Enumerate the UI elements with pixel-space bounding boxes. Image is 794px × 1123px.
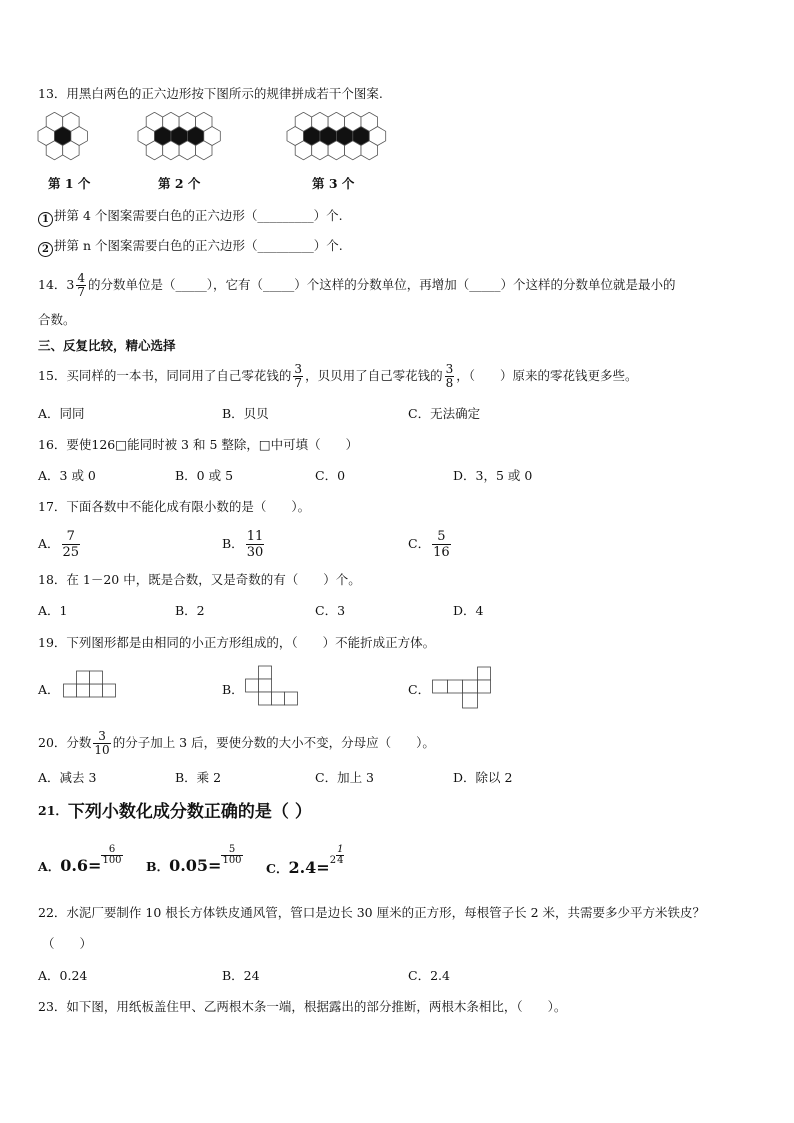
q21-text: 21．下列小数化成分数正确的是（ ）	[38, 802, 312, 822]
white-hexagon	[328, 141, 345, 160]
q22-text: 22．水泥厂要制作 10 根长方体铁皮通风管，管口是边长 30 厘米的正方形，每根管子长 2 米，共需要多少平方米铁皮？	[38, 905, 706, 920]
white-hexagon	[345, 141, 361, 160]
q14-fraction: $\frac{4}{7}$	[77, 271, 85, 299]
q13-sub1	[38, 208, 343, 227]
q14-line2: 合数。	[38, 312, 76, 327]
q13-sub2-text: 拼第 n 个图案需要白色的正六边形（_________）个.	[54, 238, 343, 253]
q22-option-a[interactable]: A．0.24	[38, 968, 88, 983]
q15-option-c[interactable]: C．无法确定	[408, 406, 481, 421]
pattern-label-3: 第 3 个	[312, 176, 355, 191]
q21-option-c[interactable]: C．2.4=$^2$ $\frac{1}{4}$	[266, 844, 344, 877]
section-3-heading: 三、反复比较，精心选择	[38, 338, 176, 353]
q16-option-b[interactable]: B．0 或 5	[175, 468, 234, 483]
q14-num: 14．	[38, 277, 67, 292]
q14-whole: 3	[66, 277, 75, 292]
q19-option-c-label[interactable]: C．	[408, 682, 431, 697]
q15-text: 15．买同样的一本书，同同用了自己零花钱的 $\frac{3}{7}$ ，贝贝用了自己零花钱的 $\frac{3}{8}$ ，（ ）原来的零花钱更多些。	[38, 362, 638, 390]
q20-option-d[interactable]: D．除以 2	[453, 770, 513, 785]
net-figure-c[interactable]	[432, 666, 494, 712]
white-hexagon	[146, 141, 163, 160]
q15-fraction-2: $\frac{3}{8}$	[445, 362, 454, 390]
q19-option-a-label[interactable]: A．	[38, 682, 60, 697]
q19-option-b-label[interactable]: B．	[222, 682, 244, 697]
white-hexagon	[46, 141, 63, 160]
q17-option-b[interactable]: B． $\frac{11}{30}$	[222, 529, 264, 560]
q17-text: 17．下面各数中不能化成有限小数的是（ ）。	[38, 499, 311, 514]
q16-option-d[interactable]: D．3，5 或 0	[453, 468, 533, 483]
q19-text: 19．下列图形都是由相同的小正方形组成的，（ ）不能折成正方体。	[38, 635, 436, 650]
white-hexagon	[196, 141, 212, 160]
q13-sub2	[38, 238, 343, 257]
hexagon-pattern-3	[285, 112, 415, 162]
circled-number-1: 1	[38, 212, 53, 227]
q20-fraction: $\frac{3}{10}$	[94, 729, 110, 757]
pattern-label-2: 第 2 个	[158, 176, 201, 191]
q20-option-a[interactable]: A．减去 3	[38, 770, 97, 785]
q18-option-b[interactable]: B．2	[175, 603, 205, 618]
q22-option-c[interactable]: C．2.4	[408, 968, 450, 983]
q20-text: 20．分数 $\frac{3}{10}$ 的分子加上 3 后，要使分数的大小不变，分母应（ ）。	[38, 729, 435, 757]
q20-option-c[interactable]: C．加上 3	[315, 770, 374, 785]
q21-option-b[interactable]: B．0.05= $\frac{5}{100}$	[146, 844, 242, 875]
white-hexagon	[163, 141, 179, 160]
net-figure-b[interactable]	[245, 664, 301, 708]
q17-option-a[interactable]: A． $\frac{7}{25}$	[38, 529, 80, 560]
q15-option-a[interactable]: A．同同	[38, 406, 85, 421]
q18-text: 18．在 1－20 中，既是合数，又是奇数的有（ ）个。	[38, 572, 361, 587]
circled-number-2: 2	[38, 242, 53, 257]
q18-option-c[interactable]: C．3	[315, 603, 346, 618]
hexagon-pattern-1	[36, 112, 106, 162]
q15-fraction-1: $\frac{3}{7}$	[294, 362, 303, 390]
q17-option-c[interactable]: C． $\frac{5}{16}$	[408, 529, 450, 560]
q18-option-a[interactable]: A．1	[38, 603, 68, 618]
q22-text2: （ ）	[42, 936, 93, 951]
q21-option-a[interactable]: A．0.6= $\frac{6}{100}$	[38, 844, 122, 875]
q13-sub1-text: 拼第 4 个图案需要白色的正六边形（_________）个.	[54, 208, 343, 223]
q18-option-d[interactable]: D．4	[453, 603, 484, 618]
q23-text: 23．如下图，用纸板盖住甲、乙两根木条一端，根据露出的部分推断，两根木条相比，（ ）。	[38, 999, 567, 1014]
hexagon-pattern-2	[136, 112, 236, 162]
pattern-label-1: 第 1 个	[48, 176, 91, 191]
q22-option-b[interactable]: B．24	[222, 968, 260, 983]
white-hexagon	[295, 141, 312, 160]
white-hexagon	[312, 141, 328, 160]
q14-text: 的分数单位是（_____），它有（_____）个这样的分数单位，再增加（_____）个这样的分数单位就是最小的	[88, 277, 676, 292]
net-figure-a[interactable]	[63, 669, 119, 699]
q13-text: 13．用黑白两色的正六边形按下图所示的规律拼成若干个图案.	[38, 86, 383, 101]
q16-option-c[interactable]: C．0	[315, 468, 346, 483]
q14-line1	[38, 270, 676, 300]
q20-option-b[interactable]: B．乘 2	[175, 770, 222, 785]
q15-option-b[interactable]: B．贝贝	[222, 406, 269, 421]
q16-option-a[interactable]: A．3 或 0	[38, 468, 96, 483]
q16-text: 16．要使126□能同时被 3 和 5 整除，□中可填（ ）	[38, 437, 359, 452]
white-hexagon	[361, 141, 378, 160]
white-hexagon	[63, 141, 79, 160]
white-hexagon	[179, 141, 196, 160]
